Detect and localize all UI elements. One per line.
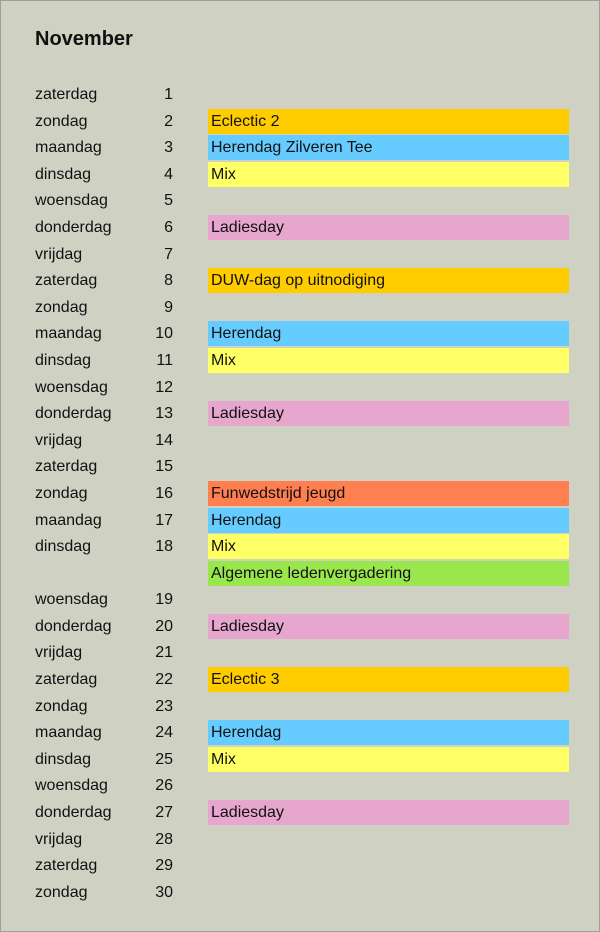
event-label: Ladiesday — [208, 800, 569, 825]
day-name: zaterdag — [35, 86, 98, 103]
day-name: zondag — [35, 883, 88, 901]
event-label: Ladiesday — [208, 215, 569, 240]
calendar-row — [0, 800, 600, 827]
day-name: donderdag — [35, 617, 112, 635]
event-label: Funwedstrijd jeugd — [208, 481, 569, 506]
calendar-row — [0, 268, 600, 295]
calendar-row — [0, 853, 600, 880]
day-number: 24 — [155, 724, 173, 742]
event-label: Ladiesday — [208, 401, 569, 426]
day-number: 29 — [155, 857, 173, 875]
day-number: 26 — [155, 777, 173, 795]
day-number: 18 — [155, 538, 173, 556]
calendar-row — [0, 401, 600, 428]
day-name: zondag — [35, 298, 88, 316]
calendar-row — [0, 428, 600, 455]
calendar-row — [0, 162, 600, 189]
day-name: donderdag — [35, 804, 112, 822]
calendar-row — [0, 667, 600, 694]
calendar-row — [0, 561, 600, 588]
event-label: Mix — [208, 747, 569, 772]
day-name: maandag — [35, 511, 102, 529]
day-number: 14 — [155, 431, 173, 449]
day-number: 11 — [156, 351, 173, 369]
event-label: Eclectic 3 — [208, 667, 569, 692]
calendar-row — [0, 747, 600, 774]
calendar-row — [0, 242, 600, 269]
day-name: zaterdag — [35, 671, 98, 689]
day-name: woensdag — [35, 777, 108, 795]
day-name: maandag — [35, 325, 102, 343]
day-number: 9 — [164, 298, 173, 316]
calendar-row — [0, 640, 600, 667]
calendar-row — [0, 321, 600, 348]
event-label: Eclectic 2 — [208, 109, 569, 134]
day-number: 7 — [164, 245, 173, 263]
day-name: zaterdag — [35, 458, 98, 476]
day-number: 4 — [164, 165, 173, 183]
day-number: 30 — [155, 883, 173, 901]
event-label: Mix — [208, 162, 569, 187]
day-name: woensdag — [35, 591, 108, 609]
calendar-row — [0, 135, 600, 162]
day-number: 13 — [155, 405, 173, 423]
event-label: Mix — [208, 348, 569, 373]
day-number: 15 — [155, 458, 173, 476]
calendar-row — [0, 348, 600, 375]
day-name: dinsdag — [35, 538, 92, 556]
event-label: Algemene ledenvergadering — [208, 561, 569, 586]
calendar-row — [0, 827, 600, 854]
day-number: 3 — [164, 139, 173, 157]
day-name: dinsdag — [35, 165, 92, 183]
calendar-row — [0, 481, 600, 508]
day-number: 5 — [164, 192, 173, 210]
day-name: zondag — [35, 484, 88, 502]
event-label: Herendag — [208, 508, 569, 533]
calendar-row — [0, 614, 600, 641]
day-name: zaterdag — [35, 857, 98, 875]
calendar-list — [0, 82, 600, 906]
day-number: 22 — [155, 671, 173, 689]
calendar-row — [0, 534, 600, 561]
day-number: 16 — [155, 484, 173, 502]
calendar-row — [0, 720, 600, 747]
day-number: 20 — [155, 617, 173, 635]
day-name: dinsdag — [35, 351, 92, 369]
day-name: woensdag — [35, 192, 108, 210]
event-label: Herendag — [208, 321, 569, 346]
day-name: vrijdag — [35, 830, 83, 848]
event-label: Ladiesday — [208, 614, 569, 639]
day-number: 6 — [164, 218, 173, 236]
day-number: 17 — [155, 511, 173, 529]
day-number: 10 — [155, 325, 173, 343]
calendar-row — [0, 215, 600, 242]
day-name: zondag — [35, 697, 88, 715]
calendar-row — [0, 454, 600, 481]
calendar-row — [0, 508, 600, 535]
day-name: maandag — [35, 724, 102, 742]
day-name: zaterdag — [35, 272, 98, 290]
day-number: 1 — [164, 86, 173, 103]
event-label: Herendag — [208, 720, 569, 745]
calendar-row — [0, 694, 600, 721]
calendar-row — [0, 82, 600, 109]
day-number: 12 — [155, 378, 173, 396]
day-name: zondag — [35, 112, 88, 130]
day-number: 19 — [155, 591, 173, 609]
calendar-row — [0, 109, 600, 136]
day-number: 8 — [164, 272, 173, 290]
calendar-row — [0, 880, 600, 907]
calendar-row — [0, 375, 600, 402]
calendar-row — [0, 587, 600, 614]
calendar-row — [0, 773, 600, 800]
day-name: dinsdag — [35, 750, 92, 768]
month-title: November — [35, 28, 133, 50]
day-name: vrijdag — [35, 644, 83, 662]
event-label: Herendag Zilveren Tee — [208, 135, 569, 160]
day-name: donderdag — [35, 405, 112, 423]
calendar-row — [0, 295, 600, 322]
event-label: DUW-dag op uitnodiging — [208, 268, 569, 293]
day-number: 23 — [155, 697, 173, 715]
day-name: vrijdag — [35, 431, 83, 449]
day-number: 27 — [155, 804, 173, 822]
day-number: 28 — [155, 830, 173, 848]
day-number: 25 — [155, 750, 173, 768]
day-name: vrijdag — [35, 245, 83, 263]
day-number: 21 — [155, 644, 173, 662]
calendar-row — [0, 188, 600, 215]
day-name: woensdag — [35, 378, 108, 396]
event-label: Mix — [208, 534, 569, 559]
day-number: 2 — [164, 112, 173, 130]
day-name: maandag — [35, 139, 102, 157]
day-name: donderdag — [35, 218, 112, 236]
